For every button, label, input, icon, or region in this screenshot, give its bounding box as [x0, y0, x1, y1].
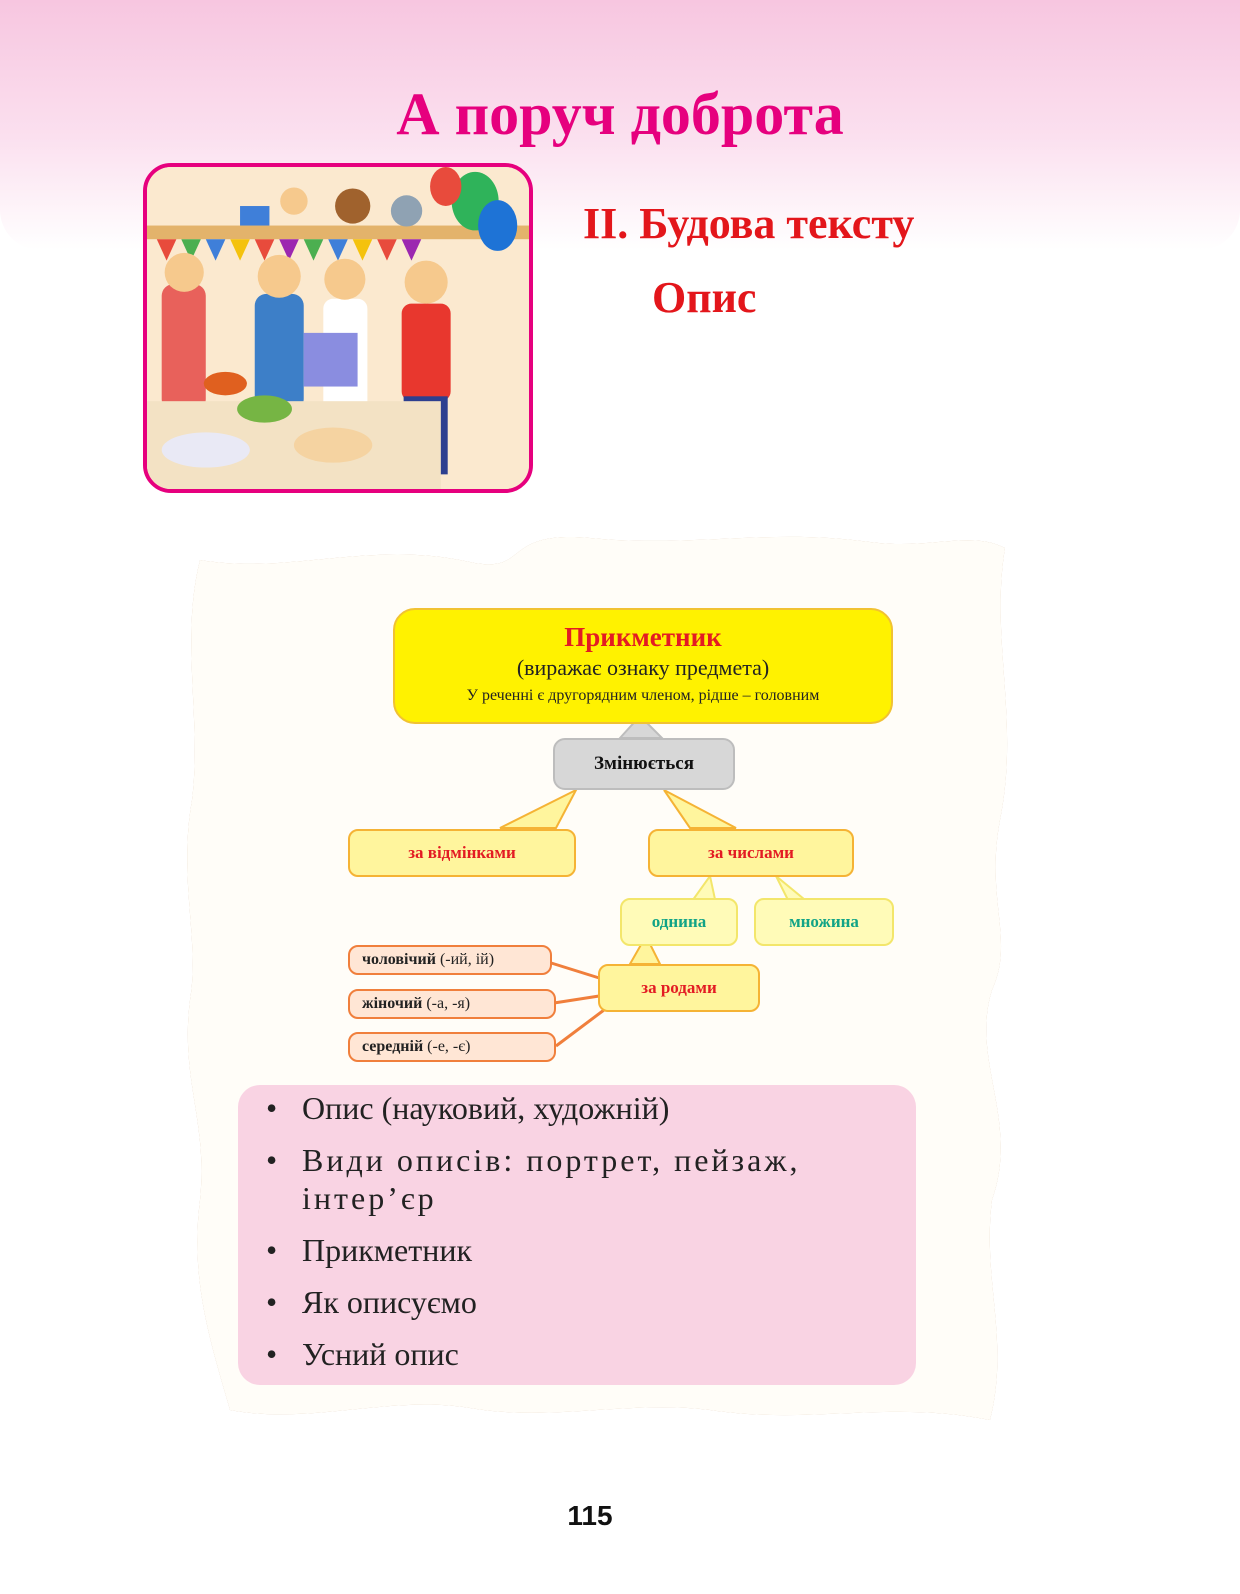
by-numbers-node: за числами [648, 829, 854, 877]
topic-item: • Усний опис [266, 1335, 890, 1373]
chapter-title: А поруч доброта [396, 81, 844, 147]
topic-item: • Опис (науковий, художній) [266, 1089, 890, 1127]
masculine-gender-tag [348, 945, 552, 975]
gender-endings: (-а, -я) [426, 995, 471, 1012]
gender-name: жіночий [362, 995, 423, 1012]
topics-list [266, 1089, 890, 1373]
adjective-main-node [393, 608, 893, 724]
topic-item: • Прикметник [266, 1231, 890, 1269]
plural-node: множина [754, 898, 894, 946]
adjective-title: Прикметник [564, 622, 722, 652]
subsection-title: Опис [652, 273, 757, 322]
page-number: 115 [567, 1500, 613, 1531]
topic-item: • Види описів: портрет, пейзаж, інтер’єр [266, 1141, 890, 1217]
gender-name: середній [362, 1038, 424, 1055]
gender-endings: (-ий, ій) [439, 951, 495, 968]
topic-item: • Як описуємо [266, 1283, 890, 1321]
gender-name: чоловічий [362, 951, 436, 968]
singular-node: однина [620, 898, 738, 946]
adjective-definition: (виражає ознаку предмета) [516, 655, 770, 680]
neuter-gender-tag [348, 1032, 556, 1062]
section-title: ІІ. Будова тексту [583, 199, 915, 248]
adjective-note: У реченні є другорядним членом, рідше – головним [466, 687, 820, 704]
changes-node: Змінюється [553, 738, 735, 790]
feminine-gender-tag [348, 989, 556, 1019]
gender-endings: (-е, -є) [427, 1038, 471, 1055]
topics-box [238, 1085, 916, 1385]
by-genders-node: за родами [598, 964, 760, 1012]
by-cases-node: за відмінками [348, 829, 576, 877]
